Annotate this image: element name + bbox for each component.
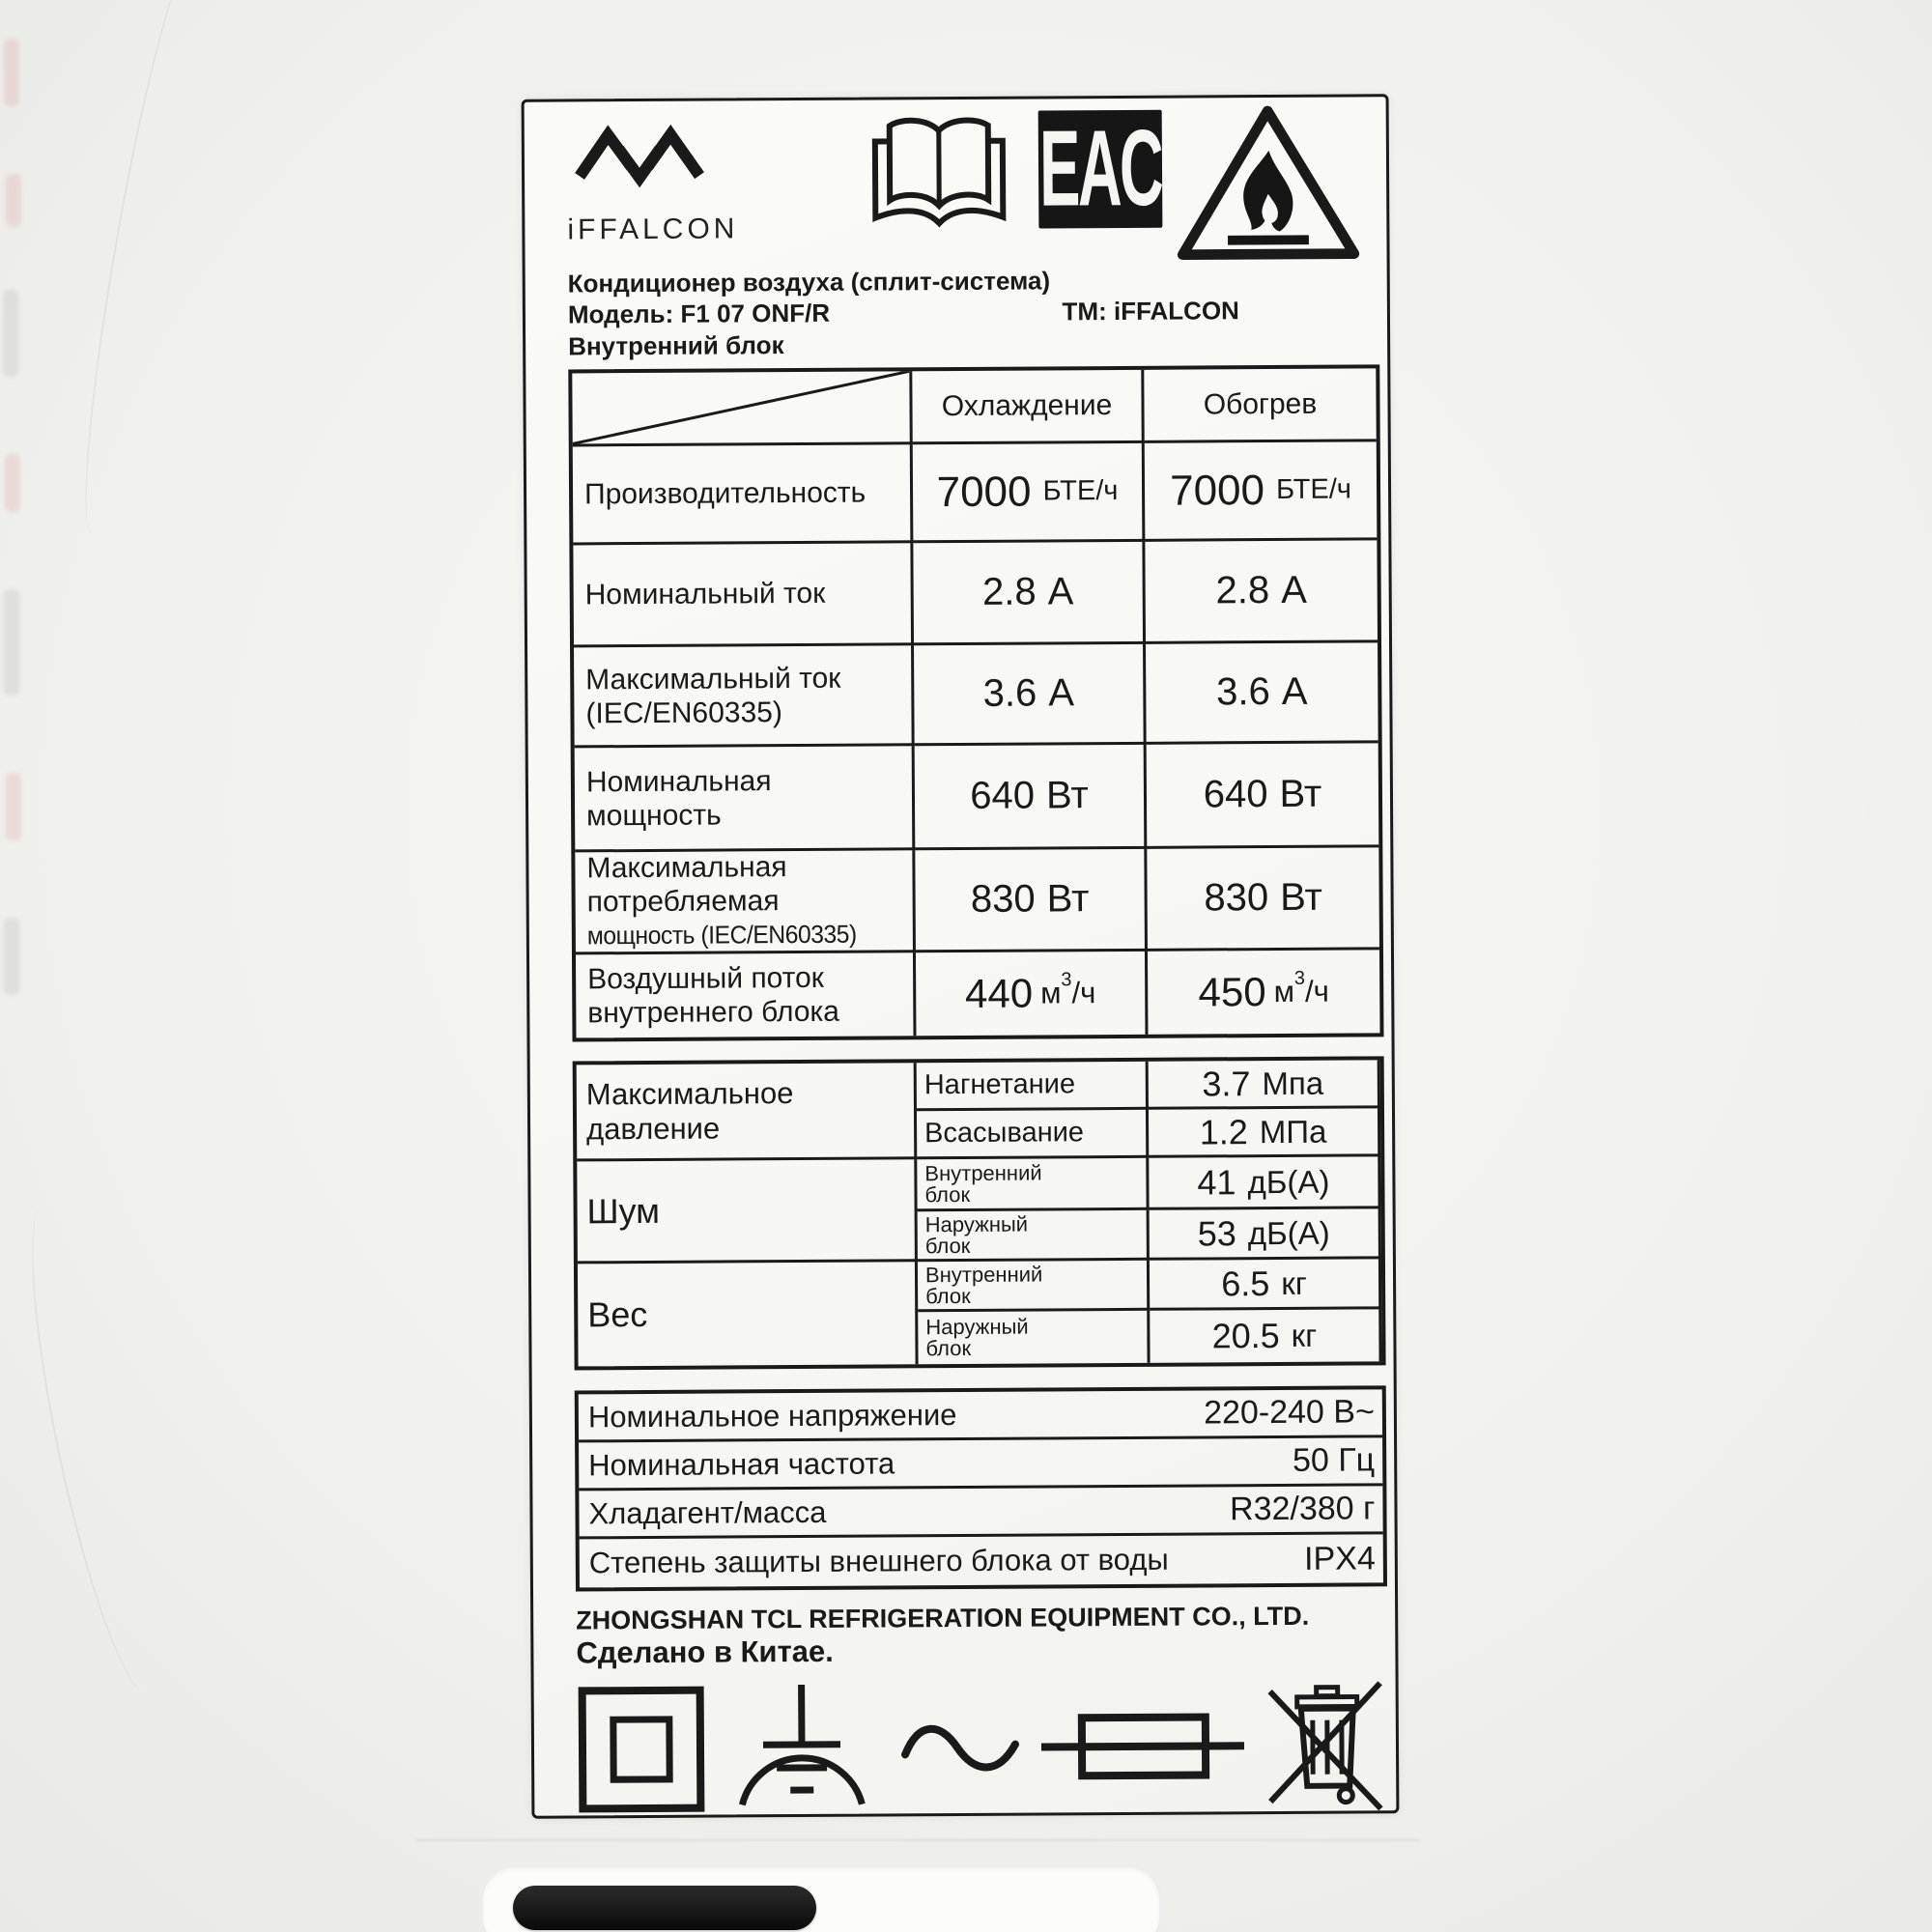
row-label-airflow: Воздушный поток внутреннего блока <box>576 952 917 1037</box>
eac-mark-icon <box>1037 108 1165 231</box>
rating-label <box>522 94 1400 1818</box>
edge-reflection-artifact <box>4 918 19 995</box>
label-footer-icons <box>577 1677 1389 1817</box>
edge-reflection-artifact <box>6 174 21 227</box>
column-header-heating: Обогрев <box>1144 368 1376 442</box>
flammable-warning-icon <box>1174 100 1363 264</box>
edge-reflection-artifact <box>4 39 19 106</box>
max-power-cooling: 830 Вт <box>915 849 1148 952</box>
product-type: Кондиционер воздуха (сплит-система) <box>567 266 1051 298</box>
device-edge-highlight <box>7 1195 186 1702</box>
sub-label-indoor-unit: Внутренний блок <box>918 1261 1150 1312</box>
rating-row-ip-protection: Степень защиты внешнего блока от воды IPX4 <box>588 1539 1376 1580</box>
diagonal-line <box>572 371 909 443</box>
model-row <box>568 294 1379 330</box>
eac-text: EAC <box>1038 108 1162 230</box>
rated-power-cooling: 640 Вт <box>915 745 1148 850</box>
edge-reflection-artifact <box>4 589 19 696</box>
device-edge-highlight <box>65 0 226 541</box>
group-label-max-pressure: Максимальное давление <box>577 1063 918 1161</box>
indoor-noise-value: 41 дБ(А) <box>1149 1156 1380 1209</box>
group-label-weight: Вес <box>578 1262 919 1366</box>
suction-pressure-value: 1.2 МПа <box>1149 1108 1380 1157</box>
outdoor-weight-value: 20.5 кг <box>1150 1309 1381 1362</box>
device-vent-slot <box>513 1886 816 1930</box>
rated-current-cooling: 2.8 A <box>913 542 1146 645</box>
group-label-noise: Шум <box>577 1159 918 1264</box>
max-current-cooling: 3.6 A <box>914 644 1147 746</box>
row-label-max-power: Максимальная потребляемая мощность (IEC/EN60335) <box>575 850 916 954</box>
row-label-rated-current: Номинальный ток <box>573 543 914 647</box>
diagonal-header-cell <box>572 371 912 446</box>
model-number: Модель: F1 07 ONF/R <box>567 298 831 329</box>
weee-crossed-bin-icon <box>1263 1673 1389 1817</box>
column-header-cooling: Охлаждение <box>912 370 1144 444</box>
protective-earth-icon <box>724 1681 880 1817</box>
iffalcon-logo-icon <box>567 117 712 189</box>
country-of-origin: Сделано в Китае. <box>576 1634 834 1670</box>
rated-current-heating: 2.8 A <box>1145 540 1378 643</box>
sub-label-indoor-unit: Внутренний блок <box>917 1158 1149 1211</box>
rating-row-voltage: Номинальное напряжение 220-240 В~ <box>579 1389 1382 1442</box>
rating-row-refrigerant: Хладагент/масса R32/380 г <box>579 1486 1382 1539</box>
brand-block <box>567 110 739 246</box>
discharge-pressure-value: 3.7 Мпа <box>1149 1060 1380 1109</box>
unit-type: Внутренний блок <box>568 330 784 361</box>
capacity-heating: 7000 БТЕ/ч <box>1145 441 1378 541</box>
row-label-capacity: Производительность <box>573 444 914 545</box>
alternating-current-icon <box>897 1716 1023 1780</box>
row-label-max-current: Максимальный ток (IEC/EN60335) <box>574 645 915 748</box>
edge-reflection-artifact <box>6 773 21 840</box>
edge-reflection-artifact <box>5 454 20 512</box>
fuse-icon <box>1041 1701 1245 1791</box>
indoor-weight-value: 6.5 кг <box>1150 1259 1381 1310</box>
sub-label-outdoor-unit: Наружный блок <box>918 1311 1150 1364</box>
electrical-ratings-table <box>575 1385 1387 1591</box>
class-ii-insulation-icon <box>577 1685 707 1815</box>
sub-label-suction: Всасывание <box>917 1110 1149 1159</box>
airflow-cooling: 440 м 3 /ч <box>916 952 1149 1036</box>
sub-label-discharge: Нагнетание <box>917 1062 1149 1111</box>
pressure-noise-weight-table <box>573 1056 1386 1370</box>
spec-table <box>568 364 1383 1041</box>
label-header-icons <box>567 106 1379 256</box>
brand-name: iFFALCON <box>567 213 739 246</box>
airflow-heating: 450 м 3 /ч <box>1198 967 1329 1015</box>
manual-book-icon <box>866 109 1013 236</box>
max-power-heating: 830 Вт <box>1147 847 1379 951</box>
sub-label-outdoor-unit: Наружный блок <box>918 1210 1150 1262</box>
trademark: TM: iFFALCON <box>1062 296 1240 327</box>
rating-row-frequency: Номинальная частота 50 Гц <box>579 1437 1382 1491</box>
rated-power-heating: 640 Вт <box>1147 743 1379 848</box>
max-current-heating: 3.6 A <box>1146 642 1378 744</box>
edge-reflection-artifact <box>3 290 18 377</box>
manufacturer-name: ZHONGSHAN TCL REFRIGERATION EQUIPMENT CO., LTD. <box>576 1601 1310 1635</box>
row-label-rated-power: Номинальная мощность <box>575 746 916 852</box>
capacity-cooling: 7000 БТЕ/ч <box>913 443 1146 543</box>
device-seam <box>415 1839 1420 1841</box>
outdoor-noise-value: 53 дБ(А) <box>1150 1208 1381 1260</box>
